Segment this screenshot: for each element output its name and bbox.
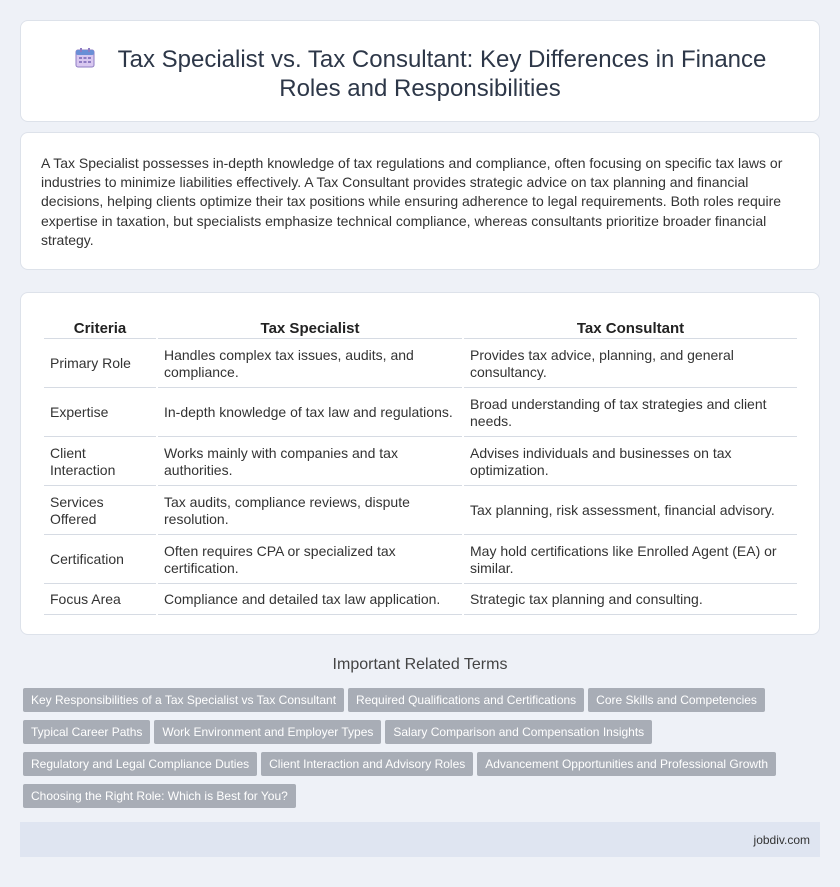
specialist-cell: Tax audits, compliance reviews, dispute resolution.: [158, 488, 462, 535]
specialist-cell: Compliance and detailed tax law application.: [158, 586, 462, 615]
specialist-cell: Handles complex tax issues, audits, and compliance.: [158, 341, 462, 388]
calendar-icon: [74, 47, 96, 69]
title-line-1: Tax Specialist vs. Tax Consultant: Key Differences in Finance: [117, 46, 767, 73]
consultant-cell: Broad understanding of tax strategies and client needs.: [464, 390, 797, 437]
related-term-tag[interactable]: Advancement Opportunities and Professional Growth: [477, 752, 776, 776]
related-term-tag[interactable]: Key Responsibilities of a Tax Specialist vs Tax Consultant: [23, 688, 344, 712]
footer-site-link[interactable]: jobdiv.com: [753, 833, 810, 847]
related-term-tag[interactable]: Choosing the Right Role: Which is Best for You?: [23, 784, 296, 808]
specialist-cell: Often requires CPA or specialized tax certification.: [158, 537, 462, 584]
criteria-cell: Client Interaction: [44, 439, 156, 486]
criteria-cell: Focus Area: [44, 586, 156, 615]
table-row: [44, 439, 797, 486]
comparison-card: [20, 292, 820, 635]
related-terms-heading: Important Related Terms: [332, 656, 508, 673]
consultant-cell: May hold certifications like Enrolled Agent (EA) or similar.: [464, 537, 797, 584]
specialist-cell: In-depth knowledge of tax law and regulations.: [158, 390, 462, 437]
related-term-tag[interactable]: Typical Career Paths: [23, 720, 150, 744]
criteria-cell: Primary Role: [44, 341, 156, 388]
intro-paragraph: A Tax Specialist possesses in-depth knowledge of tax regulations and compliance, often focusing on specific tax laws or industries to minimize liabilities effectively. A Tax Consultant provides strategic advice on tax planning and financial decisions, helping clients optimize their tax positions while ensuring adherence to legal requirements. Both roles require expertise in taxation, but specialists emphasize technical compliance, whereas consultants prioritize broader financial strategy.: [41, 155, 783, 248]
related-term-tag[interactable]: Regulatory and Legal Compliance Duties: [23, 752, 257, 776]
related-term-tag[interactable]: Client Interaction and Advisory Roles: [261, 752, 473, 776]
table-row: [44, 341, 797, 388]
table-row: [44, 586, 797, 615]
header-tax-consultant: Tax Consultant: [464, 317, 797, 339]
intro-card: [20, 132, 820, 270]
related-term-tag[interactable]: Salary Comparison and Compensation Insights: [385, 720, 652, 744]
consultant-cell: Provides tax advice, planning, and general consultancy.: [464, 341, 797, 388]
table-row: [44, 390, 797, 437]
header-card: [20, 20, 820, 122]
table-row: [44, 488, 797, 535]
table-header-row: [44, 317, 797, 339]
title-line-2: Roles and Responsibilities: [279, 75, 561, 102]
criteria-cell: Certification: [44, 537, 156, 584]
related-term-tag[interactable]: Required Qualifications and Certifications: [348, 688, 584, 712]
related-term-tag[interactable]: Core Skills and Competencies: [588, 688, 765, 712]
criteria-cell: Services Offered: [44, 488, 156, 535]
related-term-tag[interactable]: Work Environment and Employer Types: [154, 720, 381, 744]
table-row: [44, 537, 797, 584]
consultant-cell: Advises individuals and businesses on tax optimization.: [464, 439, 797, 486]
header-tax-specialist: Tax Specialist: [158, 317, 462, 339]
consultant-cell: Tax planning, risk assessment, financial advisory.: [464, 488, 797, 535]
related-terms-list: [23, 688, 803, 816]
consultant-cell: Strategic tax planning and consulting.: [464, 586, 797, 615]
comparison-table: [42, 315, 799, 617]
specialist-cell: Works mainly with companies and tax authorities.: [158, 439, 462, 486]
header-criteria: Criteria: [44, 317, 156, 339]
criteria-cell: Expertise: [44, 390, 156, 437]
page-title: [21, 45, 819, 103]
footer-bar: [20, 822, 820, 857]
